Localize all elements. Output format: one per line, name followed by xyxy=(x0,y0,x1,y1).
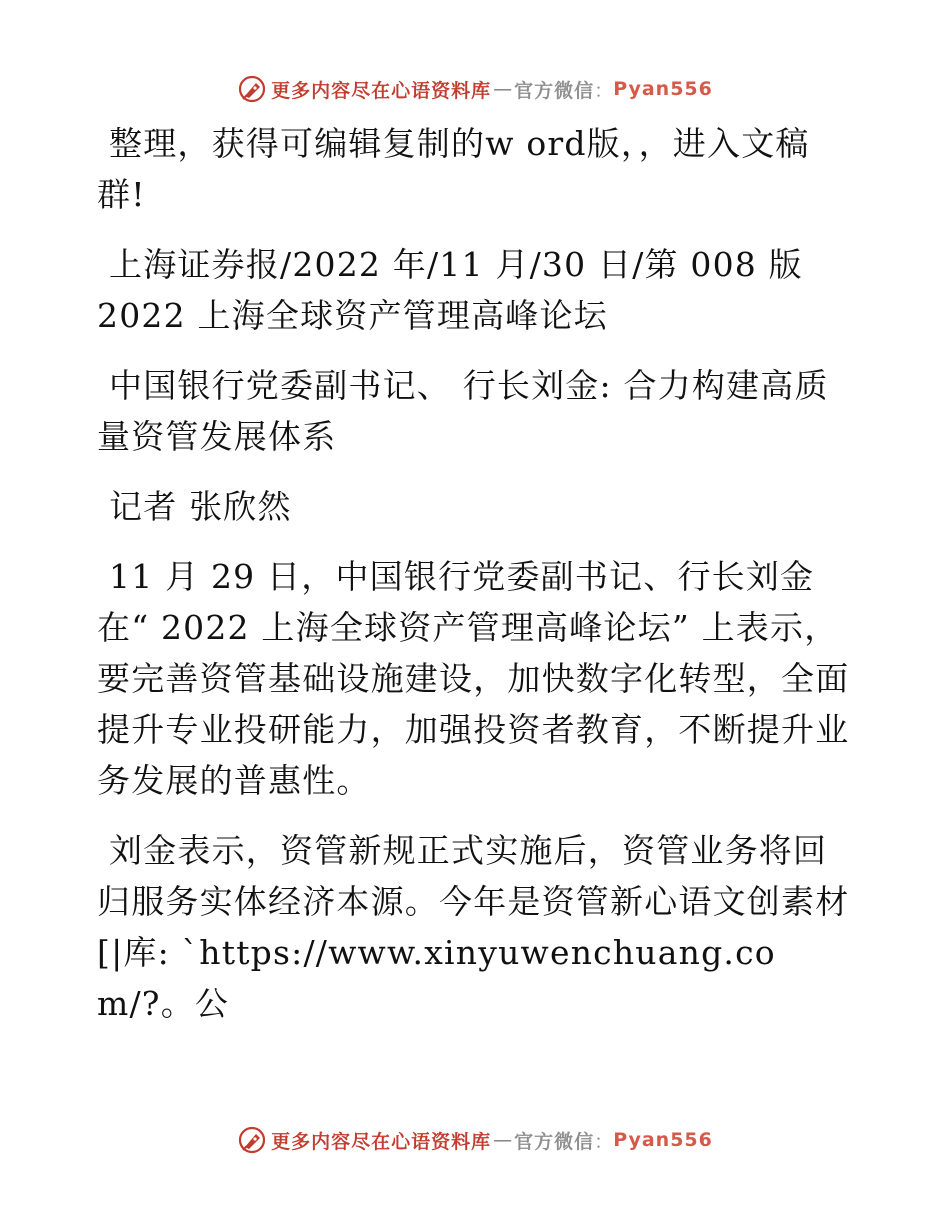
paragraph-intro: 整理，获得可编辑复制的w ord版，，进入文稿群! xyxy=(97,124,810,214)
watermark-text: 更多内容尽在心语资料库 xyxy=(271,1130,492,1153)
document-body xyxy=(97,118,857,1048)
article-byline: 记者 张欣然 xyxy=(109,487,292,526)
watermark-account-id: Pyan556 xyxy=(613,78,713,100)
watermark-account-id: Pyan556 xyxy=(613,1129,713,1151)
paragraph-lead: 11 月 29 日，中国银行党委副书记、行长刘金在“ 2022 上海全球资产管理高峰论坛” 上表示，要完善资管基础设施建设，加快数字化转型，全面提升专业投研能力，加强投资者教育，不断提升业务发展的普惠性。 xyxy=(97,557,850,800)
watermark-account-label: 官方微信 xyxy=(514,79,595,102)
header-watermark xyxy=(0,72,950,106)
watermark-dash: — xyxy=(493,1129,513,1151)
article-headline: 中国银行党委副书记、 行长刘金: 合力构建高质量资管发展体系 xyxy=(97,366,829,456)
watermark-separator: ： xyxy=(594,79,614,102)
pen-nib-logo-icon xyxy=(237,74,267,104)
paragraph-source: 上海证券报/2022 年/11 月/30 日/第 008 版 xyxy=(109,245,803,284)
watermark-text: 更多内容尽在心语资料库 xyxy=(271,79,492,102)
paragraph-forum-title: 2022 上海全球资产管理高峰论坛 xyxy=(97,296,608,335)
watermark-dash: — xyxy=(493,78,513,100)
watermark-separator: ： xyxy=(594,1130,614,1153)
footer-watermark xyxy=(0,1123,950,1157)
pen-nib-logo-icon xyxy=(237,1125,267,1155)
watermark-account-label: 官方微信 xyxy=(514,1130,595,1153)
paragraph-body: 刘金表示，资管新规正式实施后，资管业务将回归服务实体经济本源。今年是资管新心语文创素材[|库: `https://www.xinyuwenchuang.com/?。公 xyxy=(97,831,850,1023)
